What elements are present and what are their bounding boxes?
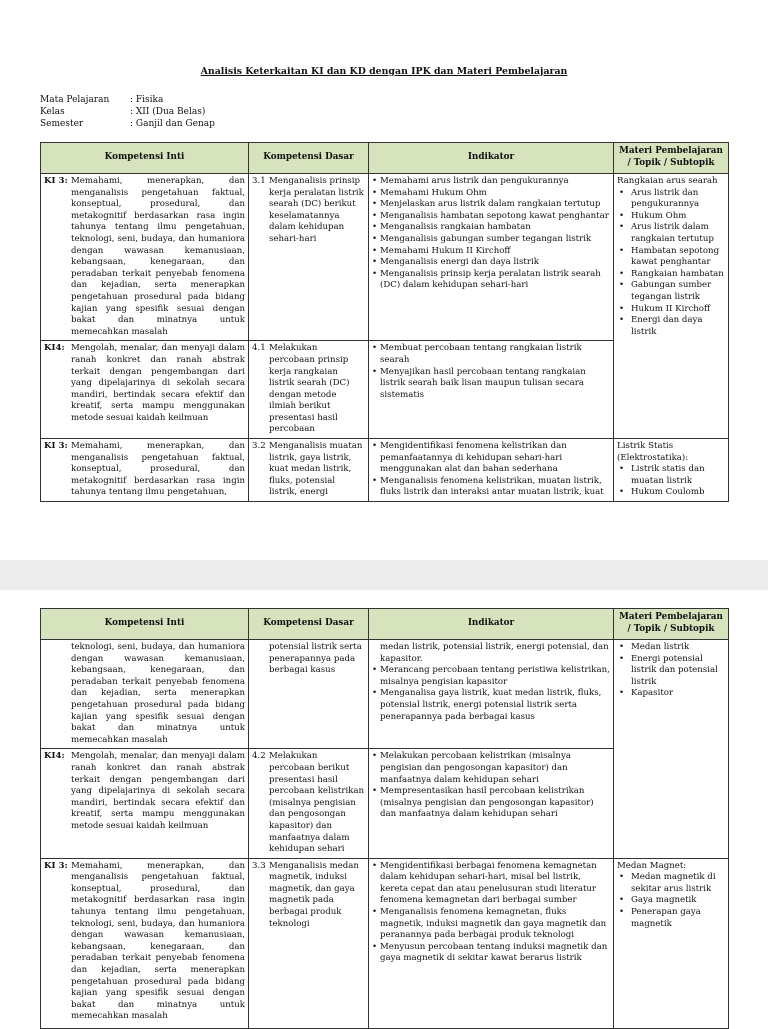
list-item: • Energi dan daya listrik <box>617 315 725 338</box>
header-materi: Materi Pembelajaran / Topik / Subtopik <box>614 143 729 174</box>
list-item-continued: medan listrik, potensial listrik, energi potensial, dan kapasitor. <box>380 642 609 664</box>
header-kompetensi-inti: Kompetensi Inti <box>41 609 249 640</box>
list-item: • Memahami arus listrik dan pengukurannya <box>372 176 610 188</box>
header-kompetensi-inti: Kompetensi Inti <box>41 143 249 174</box>
list-item: • Menganalisis fenomena kemagnetan, fluks magnetik, induksi magnetik dan gaya magnetik dan peranannya pada berbagai produk teknologi <box>372 907 610 942</box>
list-item: • Menyajikan hasil percobaan tentang rangkaian listrik searah baik lisan maupun tulisan secara sistematis <box>372 367 610 402</box>
list-item: • Penerapan gaya magnetik <box>617 907 725 930</box>
header-indikator: Indikator <box>369 609 614 640</box>
ki4-text: Mengolah, menalar, dan menyaji dalam ranah konkret dan ranah abstrak terkait dengan pengembangan dari yang dipelajarinya di sekolah secara mandiri, bertindak secara efektif dan kreatif, serta mampu menggunakan metode sesuai kaidah keilmuan <box>71 751 245 831</box>
document-title: Analisis Keterkaitan KI dan KD dengan IPK dan Materi Pembelajaran <box>200 66 568 77</box>
meta-value: : Ganjil dan Genap <box>130 119 215 129</box>
subject-info <box>40 94 215 130</box>
materi-heading: Listrik Statis (Elektrostatika): <box>617 441 689 463</box>
ki4-label: KI4: <box>44 751 65 762</box>
list-item: • Menganalisis energi dan daya listrik <box>372 257 610 269</box>
list-item: • Mempresentasikan hasil percobaan kelistrikan (misalnya pengisian dan pengosongan kapasitor) dan manfaatnya dalam kehidupan sehari <box>372 786 610 821</box>
list-item: • Medan magnetik di sekitar arus listrik <box>617 872 725 895</box>
header-indikator: Indikator <box>369 143 614 174</box>
list-item: • Menyusun percobaan tentang induksi magnetik dan gaya magnetik di sekitar kawat berarus listrik <box>372 942 610 965</box>
ki3-text-cut: Memahami, menerapkan, dan menganalisis pengetahuan faktual, konseptual, prosedural, dan metakognitif berdasarkan rasa ingin tahunya tentang ilmu pengetahuan, <box>71 441 245 498</box>
indicator-cell <box>369 439 614 502</box>
ki3-text-continued: teknologi, seni, budaya, dan humaniora dengan wawasan kemanusiaan, kebangsaan, kenegaraan, dan peradaban terkait penyebab fenomena dan kejadian, serta menerapkan pengetahuan prosedural pada bidang kajian yang spesifik sesuai dengan bakat dan minatnya untuk memecahkan masalah <box>71 642 245 745</box>
ki3-label: KI 3: <box>44 860 68 871</box>
table-row <box>41 174 729 341</box>
list-item: • Melakukan percobaan kelistrikan (misalnya pengisian dan pengosongan kapasitor) dan manfaatnya dalam kehidupan sehari <box>372 751 610 786</box>
kd-text: potensial listrik serta penerapannya pada berbagai kasus <box>269 642 362 676</box>
kd-number: 3.2 <box>252 441 266 452</box>
table-row <box>41 640 729 749</box>
ki4-cell <box>41 341 249 439</box>
meta-label: Kelas <box>40 107 65 117</box>
ki3-cell <box>41 439 249 502</box>
list-item: • Mengidentifikasi berbagai fenomena kemagnetan dalam kehidupan sehari-hari, misal bel listrik, kereta cepat dan atau penelusuran studi literatur fenomena kemagnetan dari berbagai sumber <box>372 861 610 907</box>
list-item: • Hambatan sepotong kawat penghantar <box>617 246 725 269</box>
kd-3-2-cell-continued <box>249 640 369 749</box>
table-row <box>41 858 729 1028</box>
materi-cell <box>614 174 729 439</box>
indicator-cell <box>369 749 614 858</box>
meta-label: Mata Pelajaran <box>40 95 110 105</box>
list-item: • Merancang percobaan tentang peristiwa kelistrikan, misalnya pengisian kapasitor <box>372 665 610 688</box>
list-item: • Arus listrik dalam rangkaian tertutup <box>617 222 725 245</box>
kd-text: Menganalisis prinsip kerja peralatan listrik searah (DC) berikut keselamatannya dalam kehidupan sehari-hari <box>269 176 364 244</box>
list-item: • Hukum Ohm <box>617 211 725 223</box>
ki3-text: Memahami, menerapkan, dan menganalisis pengetahuan faktual, konseptual, prosedural, dan metakognitif berdasarkan rasa ingin tahunya tentang ilmu pengetahuan, teknologi, seni, budaya, dan humaniora dengan wawasan kemanusiaan, kebangsaan, kenegaraan, dan peradaban terkait penyebab fenomena dan kejadian, serta menerapkan pengetahuan prosedural pada bidang kajian yang spesifik sesuai dengan bakat dan minatnya untuk memecahkan masalah <box>71 176 245 337</box>
list-item: • Hukum Coulomb <box>617 487 725 499</box>
header-kompetensi-dasar: Kompetensi Dasar <box>249 609 369 640</box>
list-item: • Menganalisa gaya listrik, kuat medan listrik, fluks, potensial listrik, energi potensial listrik serta penerapannya pada berbagai kasus <box>372 688 610 723</box>
list-item: • Hukum II Kirchoff <box>617 304 725 316</box>
header-materi: Materi Pembelajaran / Topik / Subtopik <box>614 609 729 640</box>
list-item: • Rangkaian hambatan <box>617 269 725 281</box>
document-page-2 <box>0 590 768 1024</box>
indicator-cell <box>369 341 614 439</box>
competency-table-continued <box>40 608 729 1029</box>
materi-cell <box>614 858 729 1028</box>
ki4-text: Mengolah, menalar, dan menyaji dalam ranah konkret dan ranah abstrak terkait dengan pengembangan dari yang dipelajarinya di sekolah secara mandiri, bertindak secara efektif dan kreatif, serta mampu menggunakan metode sesuai kaidah keilmuan <box>71 343 245 423</box>
list-item: • Menganalisis prinsip kerja peralatan listrik searah (DC) dalam kehidupan sehari-hari <box>372 269 610 292</box>
list-item: • Arus listrik dan pengukurannya <box>617 188 725 211</box>
table-header-row <box>41 609 729 640</box>
kd-number: 3.3 <box>252 860 266 871</box>
kd-text: Menganalisis medan magnetik, induksi magnetik, dan gaya magnetik pada berbagai produk teknologi <box>269 860 359 929</box>
kd-3-1-cell <box>249 174 369 341</box>
list-item: • Menganalisis hambatan sepotong kawat penghantar <box>372 211 610 223</box>
materi-cell <box>614 640 729 859</box>
kd-text: Melakukan percobaan berikut presentasi hasil percobaan kelistrikan (misalnya pengisian dan pengosongan kapasitor) dan manfaatnya dalam kehidupan sehari <box>269 751 365 855</box>
ki3-cell <box>41 174 249 341</box>
list-item: • Memahami Hukum II Kirchoff <box>372 246 610 258</box>
kd-text: Menganalisis muatan listrik, gaya listrik, kuat medan listrik, fluks, potensial listrik, energi <box>269 441 363 498</box>
table-row <box>41 439 729 502</box>
ki3-label: KI 3: <box>44 441 68 452</box>
meta-value: : Fisika <box>130 95 164 105</box>
materi-heading: Rangkaian arus searah <box>617 176 718 186</box>
header-kompetensi-dasar: Kompetensi Dasar <box>249 143 369 174</box>
list-item: • Memahami Hukum Ohm <box>372 188 610 200</box>
materi-cell <box>614 439 729 502</box>
competency-table <box>40 142 729 502</box>
indicator-cell <box>369 640 614 749</box>
meta-value: : XII (Dua Belas) <box>130 107 206 117</box>
ki4-cell <box>41 749 249 858</box>
kd-number: 3.1 <box>252 176 266 186</box>
kd-3-3-cell <box>249 858 369 1028</box>
indicator-cell <box>369 174 614 341</box>
kd-number: 4.2 <box>252 751 266 762</box>
meta-label: Semester <box>40 119 84 129</box>
list-item: • Menganalisis rangkaian hambatan <box>372 222 610 234</box>
kd-4-1-cell <box>249 341 369 439</box>
page-gap <box>0 560 768 590</box>
ki3-cell-continued <box>41 640 249 749</box>
kd-text: Melakukan percobaan prinsip kerja rangkaian listrik searah (DC) dengan metode ilmiah berikut presentasi hasil percobaan <box>269 343 350 435</box>
kd-number: 4.1 <box>252 343 266 354</box>
ki3-cell <box>41 858 249 1028</box>
ki3-label: KI 3: <box>44 176 68 186</box>
indicator-cell <box>369 858 614 1028</box>
list-item: • Gaya magnetik <box>617 895 725 907</box>
list-item: • Energi potensial listrik dan potensial listrik <box>617 654 725 689</box>
list-item: • Kapasitor <box>617 688 725 700</box>
list-item: • Menganalisis fenomena kelistrikan, muatan listrik, fluks listrik dan interaksi antar muatan listrik, kuat <box>372 476 610 499</box>
list-item: • Menganalisis gabungan sumber tegangan listrik <box>372 234 610 246</box>
list-item: • Mengidentifikasi fenomena kelistrikan dan pemanfaatannya di kehidupan sehari-hari menggunakan alat dan bahan sederhana <box>372 441 610 476</box>
kd-4-2-cell <box>249 749 369 858</box>
ki4-label: KI4: <box>44 343 65 354</box>
ki3-text: Memahami, menerapkan, dan menganalisis pengetahuan faktual, konseptual, prosedural, dan metakognitif berdasarkan rasa ingin tahunya tentang ilmu pengetahuan, teknologi, seni, budaya, dan humaniora dengan wawasan kemanusiaan, kebangsaan, kenegaraan, dan peradaban terkait penyebab fenomena dan kejadian, serta menerapkan pengetahuan prosedural pada bidang kajian yang spesifik sesuai dengan bakat dan minatnya untuk memecahkan masalah <box>71 860 245 1022</box>
list-item: • Listrik statis dan muatan listrik <box>617 464 725 487</box>
list-item: • Menjelaskan arus listrik dalam rangkaian tertutup <box>372 199 610 211</box>
list-item: • Medan listrik <box>617 642 725 654</box>
list-item: • Membuat percobaan tentang rangkaian listrik searah <box>372 343 610 366</box>
kd-3-2-cell <box>249 439 369 502</box>
materi-heading: Medan Magnet: <box>617 860 687 871</box>
table-header-row <box>41 143 729 174</box>
list-item: • Gabungan sumber tegangan listrik <box>617 280 725 303</box>
